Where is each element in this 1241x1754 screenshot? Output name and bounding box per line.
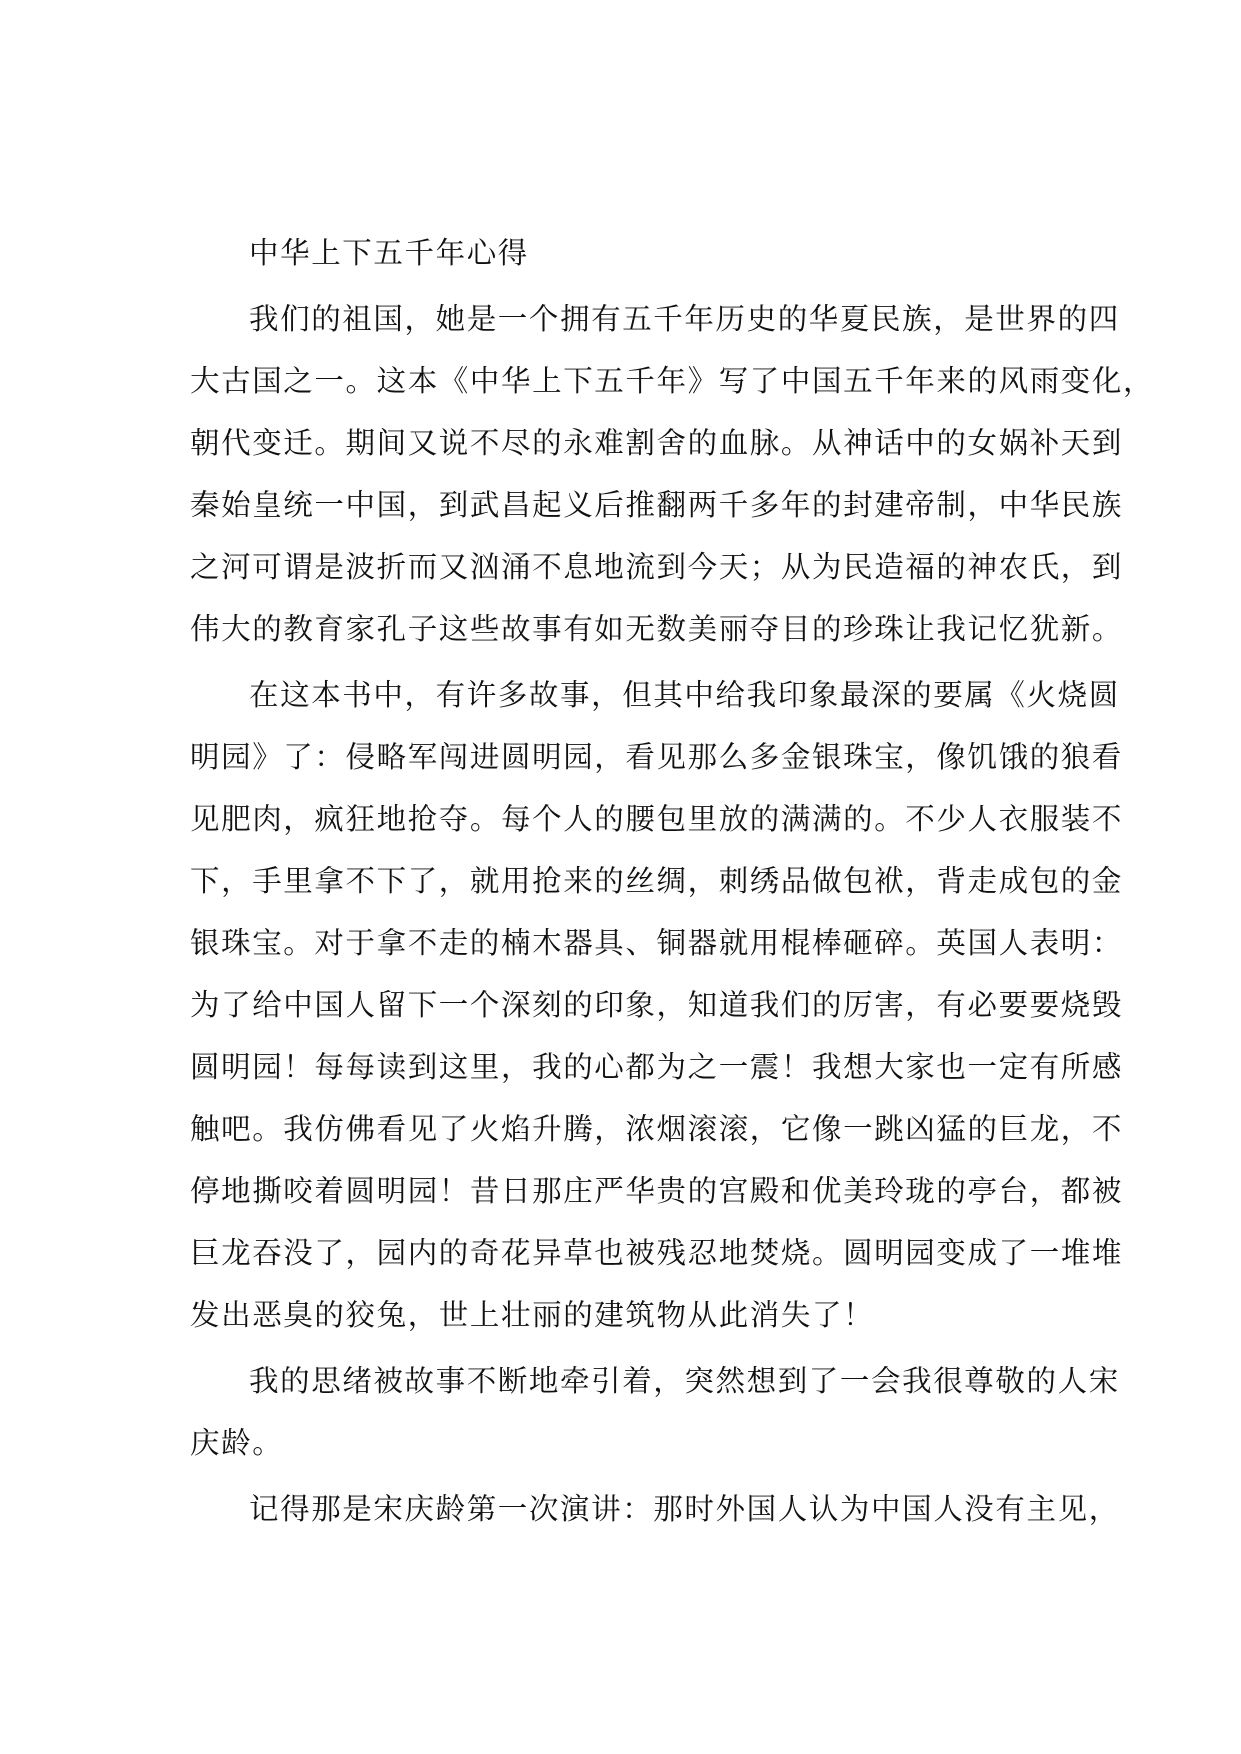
text-line: 为了给中国人留下一个深刻的印象，知道我们的厉害，有必要要烧毁: [190, 988, 1124, 1022]
text-line: 银珠宝。对于拿不走的楠木器具、铜器就用棍棒砸碎。英国人表明：: [190, 926, 1124, 960]
text-line: 下，手里拿不下了，就用抢来的丝绸，刺绣品做包袱，背走成包的金: [190, 864, 1124, 898]
text-line: 明园》了：侵略军闯进圆明园，看见那么多金银珠宝，像饥饿的狼看: [190, 740, 1124, 774]
text-line: 见肥肉，疯狂地抢夺。每个人的腰包里放的满满的。不少人衣服装不: [190, 802, 1124, 836]
text-line: 朝代变迁。期间又说不尽的永难割舍的血脉。从神话中的女娲补天到: [190, 426, 1124, 460]
text-line: 在这本书中，有许多故事，但其中给我印象最深的要属《火烧圆: [249, 678, 1120, 712]
paragraph-1: [190, 288, 1155, 660]
text-line: 记得那是宋庆龄第一次演讲：那时外国人认为中国人没有主见，: [249, 1492, 1120, 1526]
document-body: [190, 222, 1155, 1540]
text-line: 秦始皇统一中国，到武昌起义后推翻两千多年的封建帝制，中华民族: [190, 488, 1124, 522]
text-line: 停地撕咬着圆明园！昔日那庄严华贵的宫殿和优美玲珑的亭台，都被: [190, 1174, 1124, 1208]
text-line: 庆龄。: [190, 1426, 284, 1460]
text-line: 巨龙吞没了，园内的奇花异草也被残忍地焚烧。圆明园变成了一堆堆: [190, 1236, 1124, 1270]
text-line: 我们的祖国，她是一个拥有五千年历史的华夏民族，是世界的四: [249, 302, 1120, 336]
document-title: 中华上下五千年心得: [249, 236, 529, 270]
text-line: 之河可谓是波折而又汹涌不息地流到今天；从为民造福的神农氏，到: [190, 550, 1124, 584]
text-line: 我的思绪被故事不断地牵引着，突然想到了一会我很尊敬的人宋: [249, 1364, 1120, 1398]
paragraph-2: [190, 664, 1124, 1346]
text-line: 发出恶臭的狡兔，世上壮丽的建筑物从此消失了！: [190, 1298, 875, 1332]
text-line: 大古国之一。这本《中华上下五千年》写了中国五千年来的风雨变化，: [190, 364, 1155, 398]
paragraph-3: [190, 1350, 1120, 1474]
paragraph-4: [190, 1478, 1120, 1540]
text-line: 伟大的教育家孔子这些故事有如无数美丽夺目的珍珠让我记忆犹新。: [190, 612, 1124, 646]
text-line: 圆明园！每每读到这里，我的心都为之一震！我想大家也一定有所感: [190, 1050, 1124, 1084]
text-line: 触吧。我仿佛看见了火焰升腾，浓烟滚滚，它像一跳凶猛的巨龙，不: [190, 1112, 1124, 1146]
